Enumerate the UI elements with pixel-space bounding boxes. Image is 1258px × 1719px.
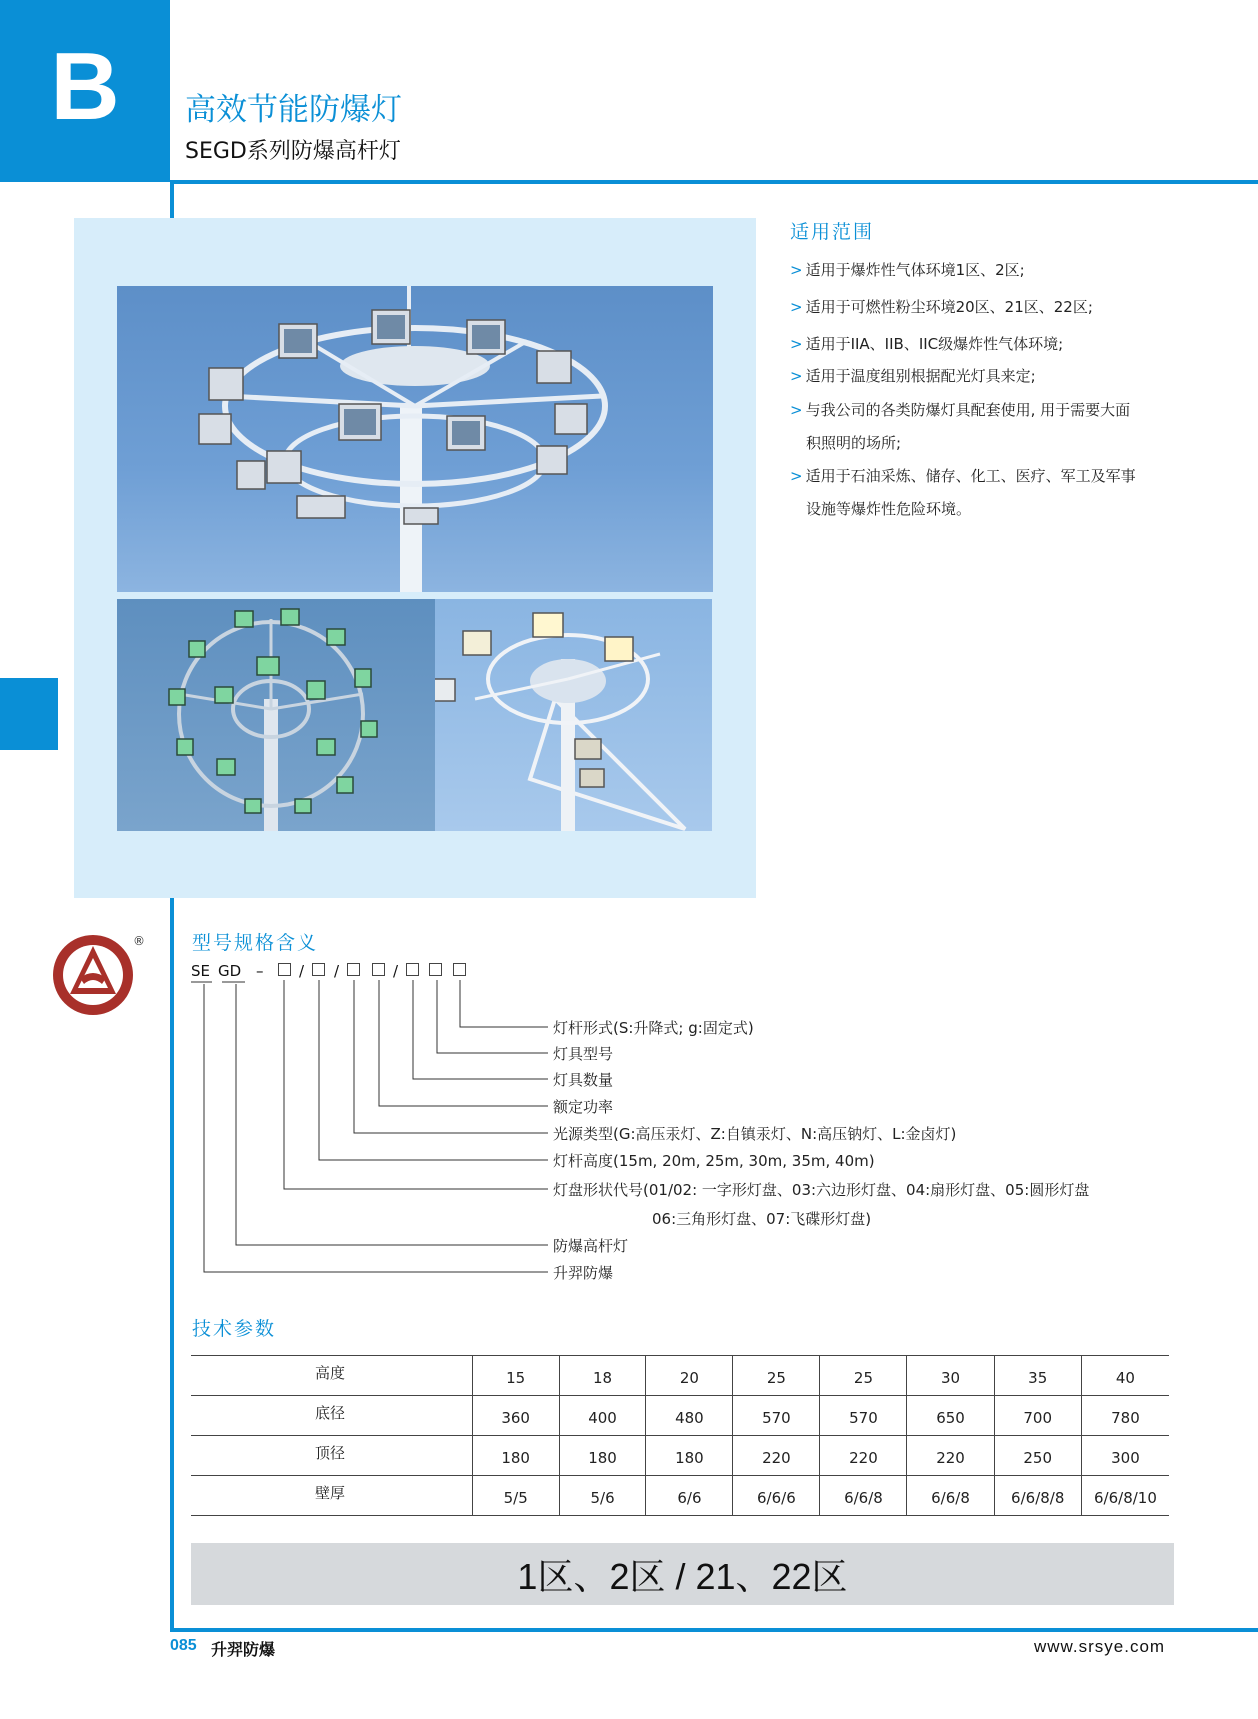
table-row: [191, 1436, 1169, 1476]
table-row-label: 壁厚: [191, 1476, 472, 1516]
table-cell: 25: [733, 1356, 820, 1396]
bullet-arrow-icon: >: [790, 261, 803, 279]
table-row-label: 顶径: [191, 1436, 472, 1476]
table-cell: 180: [559, 1436, 646, 1476]
table-cell: 180: [646, 1436, 733, 1476]
table-cell: 30: [907, 1356, 994, 1396]
page-subtitle: SEGD系列防爆高杆灯: [185, 139, 401, 164]
legend-panel-shape-cont: 06:三角形灯盘、07:飞碟形灯盘): [652, 1210, 872, 1228]
table-cell: 35: [994, 1356, 1081, 1396]
table-cell: 6/6/8: [820, 1476, 907, 1516]
table-cell: 480: [646, 1396, 733, 1436]
legend-rated-power: 额定功率: [553, 1098, 614, 1116]
tech-section-title: 技术参数: [192, 1318, 277, 1340]
scope-item-text: 适用于石油采炼、储存、化工、医疗、军工及军事: [805, 467, 1136, 485]
table-cell: 6/6/8/8: [994, 1476, 1081, 1516]
table-cell: 20: [646, 1356, 733, 1396]
code-slash: /: [334, 962, 340, 980]
table-cell: 6/6: [646, 1476, 733, 1516]
table-cell: 18: [559, 1356, 646, 1396]
table-row-label: 高度: [191, 1356, 472, 1396]
table-row-label: 底径: [191, 1396, 472, 1436]
model-section-title: 型号规格含义: [192, 932, 319, 954]
bullet-arrow-icon: >: [790, 335, 803, 353]
table-cell: 5/6: [559, 1476, 646, 1516]
legend-brand: 升羿防爆: [553, 1264, 614, 1282]
code-dash: –: [256, 962, 264, 980]
code-se: SE: [191, 962, 210, 980]
bullet-arrow-icon: >: [790, 401, 803, 419]
table-cell: 300: [1081, 1436, 1169, 1476]
legend-mast-light: 防爆高杆灯: [553, 1237, 629, 1255]
scope-item-text: 适用于温度组别根据配光灯具来定;: [805, 367, 1036, 385]
parameter-table: [191, 1355, 1169, 1516]
page-title: 高效节能防爆灯: [185, 92, 402, 128]
table-cell: 6/6/8: [907, 1476, 994, 1516]
table-row: [191, 1396, 1169, 1436]
scope-item-text: 适用于可燃性粉尘环境20区、21区、22区;: [805, 298, 1093, 316]
legend-pole-height: 灯杆高度(15m, 20m, 25m, 30m, 35m, 40m): [553, 1152, 875, 1170]
table-cell: 15: [472, 1356, 559, 1396]
code-slash: /: [299, 962, 305, 980]
table-row: [191, 1476, 1169, 1516]
legend-lamp-count: 灯具数量: [553, 1071, 614, 1089]
table-cell: 400: [559, 1396, 646, 1436]
table-cell: 220: [733, 1436, 820, 1476]
legend-lamp-model: 灯具型号: [553, 1045, 614, 1063]
table-cell: 700: [994, 1396, 1081, 1436]
website-url[interactable]: www.srsye.com: [1034, 1637, 1166, 1656]
table-cell: 360: [472, 1396, 559, 1436]
legend-pole-type: 灯杆形式(S:升降式; g:固定式): [553, 1019, 754, 1037]
legend-panel-shape: 灯盘形状代号(01/02: 一字形灯盘、03:六边形灯盘、04:扇形灯盘、05:圆形灯盘: [553, 1181, 1090, 1199]
table-row: [191, 1356, 1169, 1396]
table-cell: 220: [907, 1436, 994, 1476]
table-cell: 6/6/6: [733, 1476, 820, 1516]
table-cell: 650: [907, 1396, 994, 1436]
scope-item-text: 适用于爆炸性气体环境1区、2区;: [805, 261, 1025, 279]
scope-item-continuation: 设施等爆炸性危险环境。: [806, 500, 972, 518]
footer-rule: [170, 1628, 1258, 1632]
section-letter: B: [50, 33, 120, 140]
legend-light-source: 光源类型(G:高压汞灯、Z:自镇汞灯、N:高压钠灯、L:金卤灯): [553, 1125, 957, 1143]
table-cell: 180: [472, 1436, 559, 1476]
table-cell: 250: [994, 1436, 1081, 1476]
registered-mark: ®: [133, 934, 145, 948]
zone-banner: [191, 1543, 1174, 1605]
table-cell: 5/5: [472, 1476, 559, 1516]
table-cell: 570: [733, 1396, 820, 1436]
table-cell: 25: [820, 1356, 907, 1396]
table-cell: 780: [1081, 1396, 1169, 1436]
code-slash: /: [393, 962, 399, 980]
scope-section-title: 适用范围: [790, 221, 875, 243]
bullet-arrow-icon: >: [790, 298, 803, 316]
footer-brand: 升羿防爆: [211, 1640, 276, 1659]
table-cell: 220: [820, 1436, 907, 1476]
table-cell: 570: [820, 1396, 907, 1436]
table-cell: 40: [1081, 1356, 1169, 1396]
scope-item-continuation: 积照明的场所;: [806, 434, 902, 452]
scope-item-text: 适用于IIA、IIB、IIC级爆炸性气体环境;: [805, 335, 1064, 353]
bullet-arrow-icon: >: [790, 367, 803, 385]
page-number: 085: [170, 1637, 197, 1654]
scope-item-text: 与我公司的各类防爆灯具配套使用, 用于需要大面: [805, 401, 1131, 419]
table-cell: 6/6/8/10: [1081, 1476, 1169, 1516]
code-gd: GD: [218, 962, 242, 980]
bullet-arrow-icon: >: [790, 467, 803, 485]
zone-text: 1区、2区 / 21、22区: [517, 1555, 848, 1597]
